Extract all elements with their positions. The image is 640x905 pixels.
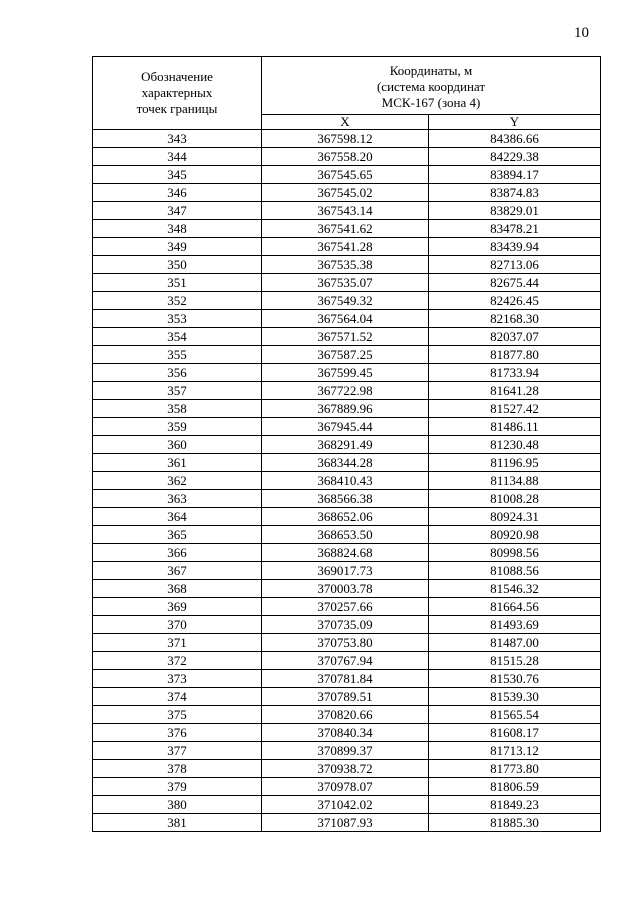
point-number-cell: 371 [93,634,262,652]
y-coordinate-cell: 81773.80 [429,760,601,778]
point-number-cell: 348 [93,220,262,238]
point-number-cell: 359 [93,418,262,436]
table-row [93,634,601,652]
point-number-cell: 344 [93,148,262,166]
x-coordinate-cell: 368652.06 [262,508,429,526]
y-coordinate-cell: 81877.80 [429,346,601,364]
table-row [93,436,601,454]
y-coordinate-cell: 81539.30 [429,688,601,706]
point-number-cell: 355 [93,346,262,364]
x-coordinate-cell: 370938.72 [262,760,429,778]
x-coordinate-cell: 367541.28 [262,238,429,256]
x-coordinate-cell: 367535.07 [262,274,429,292]
point-number-cell: 372 [93,652,262,670]
y-coordinate-cell: 81088.56 [429,562,601,580]
x-coordinate-cell: 370753.80 [262,634,429,652]
x-coordinate-cell: 368344.28 [262,454,429,472]
x-coordinate-cell: 367889.96 [262,400,429,418]
point-number-cell: 360 [93,436,262,454]
table-row [93,688,601,706]
y-coordinate-cell: 81733.94 [429,364,601,382]
y-coordinate-cell: 84229.38 [429,148,601,166]
point-number-cell: 349 [93,238,262,256]
y-coordinate-cell: 81664.56 [429,598,601,616]
y-coordinate-cell: 81608.17 [429,724,601,742]
table-row [93,454,601,472]
table-row [93,490,601,508]
x-coordinate-cell: 370840.34 [262,724,429,742]
table-row [93,778,601,796]
x-coordinate-cell: 367535.38 [262,256,429,274]
y-coordinate-cell: 81493.69 [429,616,601,634]
table-row [93,274,601,292]
point-number-cell: 367 [93,562,262,580]
y-coordinate-cell: 84386.66 [429,130,601,148]
y-coordinate-cell: 80998.56 [429,544,601,562]
y-coordinate-cell: 81486.11 [429,418,601,436]
point-number-cell: 377 [93,742,262,760]
point-number-cell: 363 [93,490,262,508]
table-row [93,580,601,598]
table-row [93,184,601,202]
y-coordinate-cell: 81565.54 [429,706,601,724]
point-number-cell: 373 [93,670,262,688]
point-number-cell: 354 [93,328,262,346]
point-number-cell: 366 [93,544,262,562]
table-row [93,742,601,760]
table-row [93,616,601,634]
table-row [93,220,601,238]
table-row [93,148,601,166]
y-coordinate-cell: 81515.28 [429,652,601,670]
point-column-header: Обозначение характерных точек границы [93,57,262,130]
table-row [93,526,601,544]
table-row [93,256,601,274]
y-coordinate-cell: 81641.28 [429,382,601,400]
x-coordinate-cell: 370257.66 [262,598,429,616]
point-number-cell: 351 [93,274,262,292]
point-number-cell: 356 [93,364,262,382]
y-coordinate-cell: 83894.17 [429,166,601,184]
x-coordinate-cell: 367599.45 [262,364,429,382]
table-row [93,346,601,364]
point-number-cell: 369 [93,598,262,616]
x-coordinate-cell: 368291.49 [262,436,429,454]
point-number-cell: 345 [93,166,262,184]
table-header [93,57,601,130]
y-coordinate-cell: 82675.44 [429,274,601,292]
point-number-cell: 346 [93,184,262,202]
x-coordinate-cell: 367722.98 [262,382,429,400]
y-coordinate-cell: 83478.21 [429,220,601,238]
table-row [93,724,601,742]
table-row [93,292,601,310]
x-coordinate-cell: 370767.94 [262,652,429,670]
x-coordinate-cell: 367541.62 [262,220,429,238]
point-number-cell: 350 [93,256,262,274]
y-coordinate-cell: 81196.95 [429,454,601,472]
x-coordinate-cell: 370789.51 [262,688,429,706]
page-number: 10 [574,25,589,41]
x-coordinate-cell: 367564.04 [262,310,429,328]
point-number-cell: 362 [93,472,262,490]
x-coordinate-cell: 370735.09 [262,616,429,634]
table-row [93,472,601,490]
table-row [93,670,601,688]
point-number-cell: 374 [93,688,262,706]
y-coordinate-cell: 81713.12 [429,742,601,760]
table-row [93,508,601,526]
table-row [93,382,601,400]
x-coordinate-cell: 367571.52 [262,328,429,346]
point-number-cell: 358 [93,400,262,418]
y-coordinate-cell: 82037.07 [429,328,601,346]
table-row [93,562,601,580]
table-body [93,130,601,832]
y-coordinate-cell: 81230.48 [429,436,601,454]
x-coordinate-cell: 367543.14 [262,202,429,220]
x-coordinate-cell: 369017.73 [262,562,429,580]
x-column-header: X [262,115,429,130]
point-number-cell: 353 [93,310,262,328]
table-row [93,310,601,328]
y-coordinate-cell: 81546.32 [429,580,601,598]
table-row [93,202,601,220]
point-number-cell: 357 [93,382,262,400]
x-coordinate-cell: 367945.44 [262,418,429,436]
x-coordinate-cell: 367545.65 [262,166,429,184]
x-coordinate-cell: 370978.07 [262,778,429,796]
y-coordinate-cell: 81530.76 [429,670,601,688]
table-row [93,652,601,670]
table-row [93,238,601,256]
x-coordinate-cell: 370003.78 [262,580,429,598]
y-coordinate-cell: 83439.94 [429,238,601,256]
point-number-cell: 379 [93,778,262,796]
x-coordinate-cell: 368653.50 [262,526,429,544]
y-column-header: Y [429,115,601,130]
point-number-cell: 381 [93,814,262,832]
point-number-cell: 365 [93,526,262,544]
table-row [93,166,601,184]
y-coordinate-cell: 82168.30 [429,310,601,328]
table-row [93,328,601,346]
x-coordinate-cell: 368566.38 [262,490,429,508]
point-number-cell: 370 [93,616,262,634]
point-number-cell: 352 [93,292,262,310]
y-coordinate-cell: 83874.83 [429,184,601,202]
y-coordinate-cell: 80924.31 [429,508,601,526]
x-coordinate-cell: 368410.43 [262,472,429,490]
table-row [93,814,601,832]
table-row [93,598,601,616]
x-coordinate-cell: 371087.93 [262,814,429,832]
x-coordinate-cell: 367558.20 [262,148,429,166]
x-coordinate-cell: 367598.12 [262,130,429,148]
table-row [93,400,601,418]
point-number-cell: 364 [93,508,262,526]
point-number-cell: 361 [93,454,262,472]
y-coordinate-cell: 81008.28 [429,490,601,508]
x-coordinate-cell: 367549.32 [262,292,429,310]
x-coordinate-cell: 370781.84 [262,670,429,688]
y-coordinate-cell: 83829.01 [429,202,601,220]
table-row [93,796,601,814]
table-row [93,706,601,724]
y-coordinate-cell: 82426.45 [429,292,601,310]
y-coordinate-cell: 81134.88 [429,472,601,490]
coordinates-column-header: Координаты, м (система координат МСК-167 (зона 4) [262,57,601,115]
point-number-cell: 375 [93,706,262,724]
x-coordinate-cell: 367545.02 [262,184,429,202]
y-coordinate-cell: 81487.00 [429,634,601,652]
x-coordinate-cell: 370820.66 [262,706,429,724]
table-row [93,544,601,562]
point-number-cell: 378 [93,760,262,778]
point-number-cell: 368 [93,580,262,598]
point-number-cell: 380 [93,796,262,814]
y-coordinate-cell: 81849.23 [429,796,601,814]
x-coordinate-cell: 371042.02 [262,796,429,814]
coordinates-table [92,56,601,832]
y-coordinate-cell: 81806.59 [429,778,601,796]
y-coordinate-cell: 82713.06 [429,256,601,274]
table-row [93,364,601,382]
table-row [93,760,601,778]
x-coordinate-cell: 368824.68 [262,544,429,562]
x-coordinate-cell: 367587.25 [262,346,429,364]
table-row [93,130,601,148]
point-number-cell: 376 [93,724,262,742]
y-coordinate-cell: 80920.98 [429,526,601,544]
point-number-cell: 343 [93,130,262,148]
y-coordinate-cell: 81527.42 [429,400,601,418]
table-row [93,418,601,436]
point-number-cell: 347 [93,202,262,220]
x-coordinate-cell: 370899.37 [262,742,429,760]
y-coordinate-cell: 81885.30 [429,814,601,832]
